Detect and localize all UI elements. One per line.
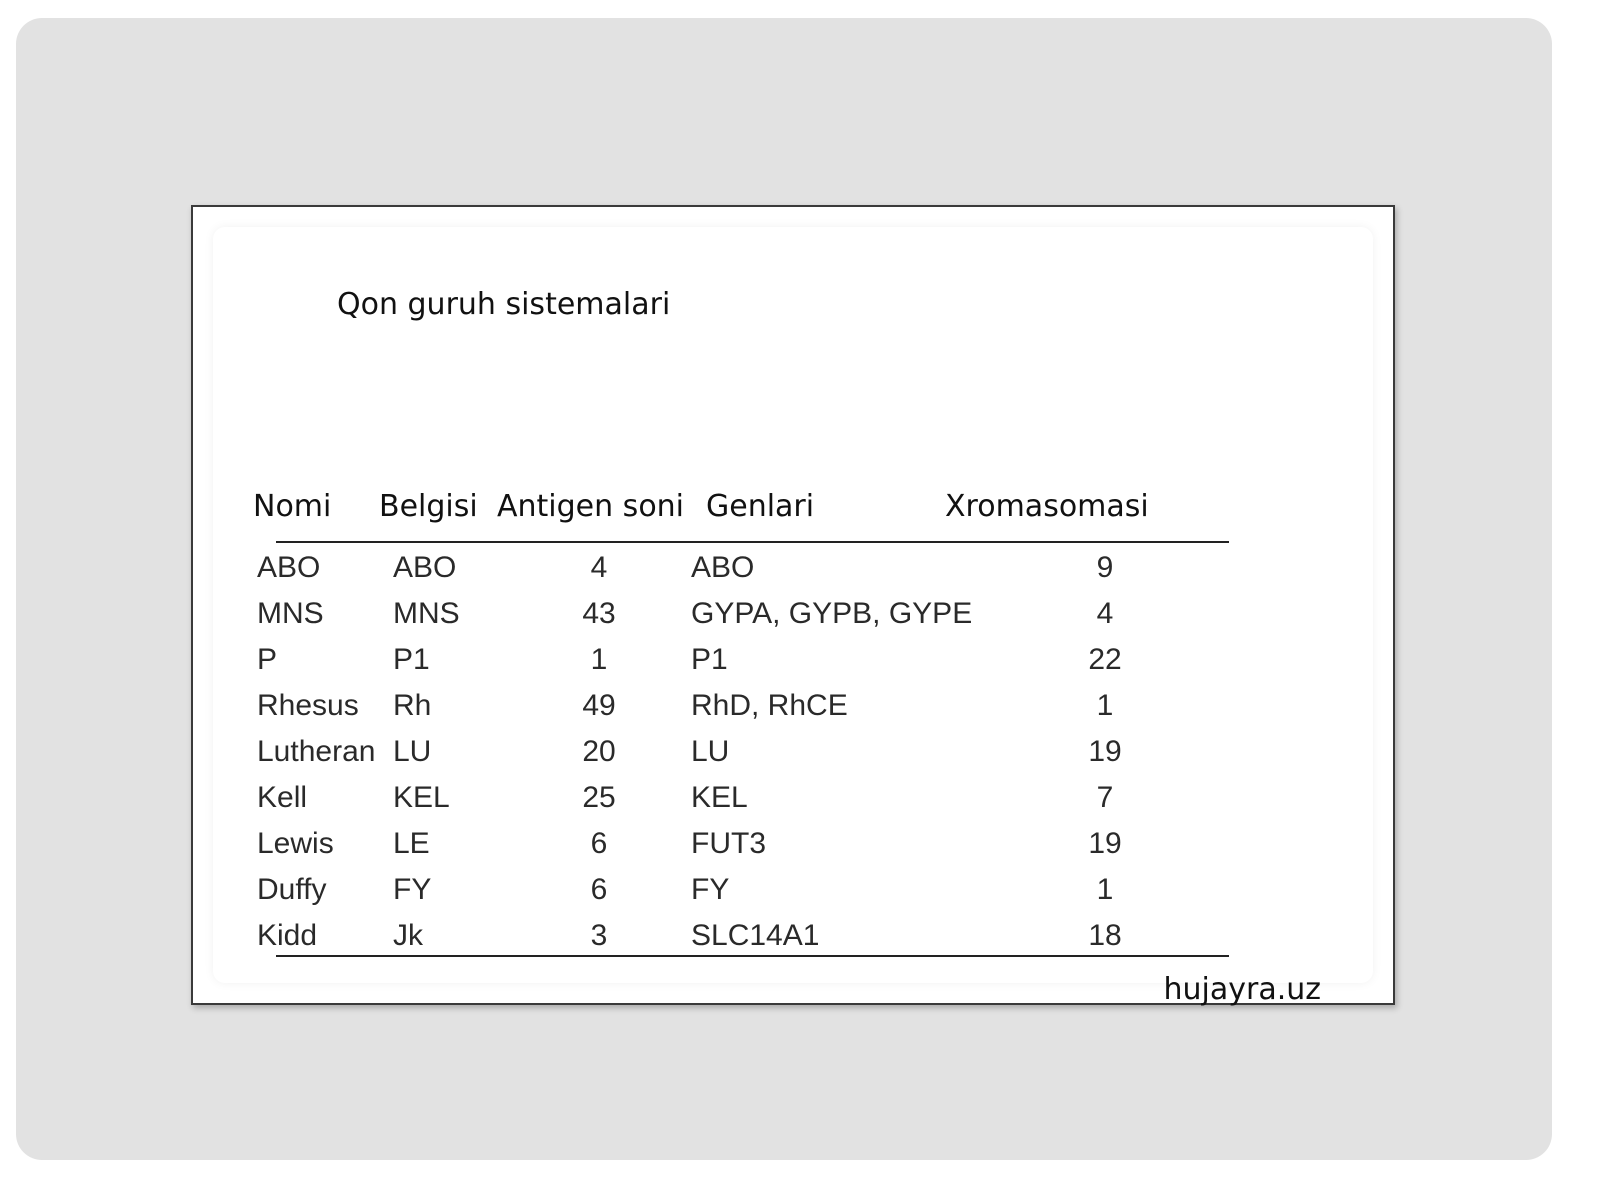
cell-belgisi: MNS [393,597,460,630]
cell-antigen-soni: 1 [590,643,608,676]
cell-antigen-soni: 20 [582,735,616,768]
header-genlari: Genlari [706,489,815,524]
cell-antigen-soni: 25 [582,781,616,814]
cell-genlari: ABO [691,551,755,584]
table-row [213,731,1373,777]
cell-belgisi: KEL [393,781,450,814]
cell-antigen-soni: 4 [590,551,608,584]
cell-belgisi: LU [393,735,432,768]
cell-belgisi: ABO [393,551,457,584]
cell-nomi: Rhesus [257,689,359,722]
cell-nomi: Lewis [257,827,334,860]
cell-antigen-soni: 6 [590,827,608,860]
cell-xromasomasi: 1 [1096,689,1114,722]
cell-belgisi: Rh [393,689,432,722]
cell-belgisi: Jk [393,919,423,952]
cell-xromasomasi: 1 [1096,873,1114,906]
slide-title: Qon guruh sistemalari [337,287,671,322]
table-row [213,639,1373,685]
slide-frame [191,205,1395,1005]
cell-xromasomasi: 22 [1088,643,1122,676]
cell-xromasomasi: 7 [1096,781,1114,814]
table-row [213,547,1373,593]
cell-antigen-soni: 6 [590,873,608,906]
table-top-rule [276,541,1229,543]
cell-xromasomasi: 4 [1096,597,1114,630]
cell-antigen-soni: 3 [590,919,608,952]
cell-genlari: FY [691,873,730,906]
table-row [213,777,1373,823]
table-row [213,593,1373,639]
cell-nomi: Duffy [257,873,327,906]
cell-genlari: RhD, RhCE [691,689,848,722]
cell-nomi: Kell [257,781,308,814]
cell-genlari: KEL [691,781,748,814]
table-body [213,547,1373,961]
header-xromasomasi: Xromasomasi [945,489,1149,524]
cell-xromasomasi: 19 [1088,735,1122,768]
cell-nomi: P [257,643,278,676]
slide-content [213,227,1373,1007]
cell-genlari: P1 [691,643,728,676]
table-bottom-rule [276,955,1229,957]
cell-genlari: SLC14A1 [691,919,820,952]
table-row [213,685,1373,731]
cell-xromasomasi: 18 [1088,919,1122,952]
cell-nomi: ABO [257,551,321,584]
cell-xromasomasi: 9 [1096,551,1114,584]
table-row [213,823,1373,869]
cell-genlari: GYPA, GYPB, GYPE [691,597,973,630]
cell-xromasomasi: 19 [1088,827,1122,860]
cell-belgisi: P1 [393,643,430,676]
cell-antigen-soni: 43 [582,597,616,630]
source-watermark: hujayra.uz [1163,972,1321,1007]
header-nomi: Nomi [253,489,332,524]
table-row [213,869,1373,915]
cell-belgisi: FY [393,873,432,906]
header-belgisi: Belgisi [379,489,478,524]
cell-nomi: Kidd [257,919,318,952]
cell-antigen-soni: 49 [582,689,616,722]
cell-nomi: MNS [257,597,324,630]
cell-genlari: FUT3 [691,827,766,860]
cell-belgisi: LE [393,827,430,860]
cell-nomi: Lutheran [257,735,376,768]
table-header-row [213,489,1373,529]
header-antigen-soni: Antigen soni [497,489,685,524]
cell-genlari: LU [691,735,730,768]
